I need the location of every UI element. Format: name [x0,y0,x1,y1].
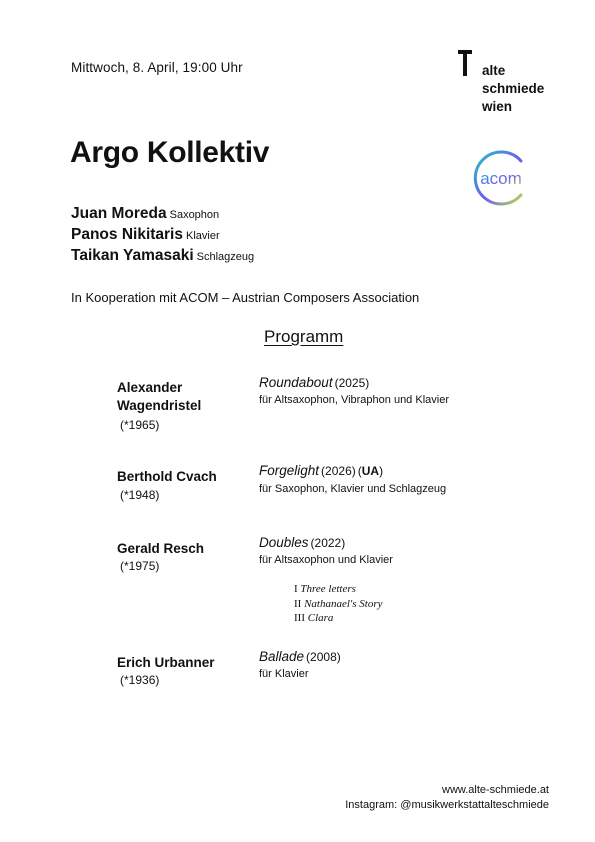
work-year: (2025) [334,376,370,390]
alte-schmiede-logo [458,50,568,120]
work-instrumentation: für Saxophon, Klavier und Schlagzeug [259,483,447,495]
work-instrumentation: für Klavier [259,668,309,680]
work-title: Roundabout [259,375,333,390]
work-title-line [259,535,345,550]
performer-instrument: Klavier [186,230,220,242]
work-title: Ballade [259,649,305,664]
work-title: Doubles [259,535,309,550]
work-year: (2008) [306,650,341,664]
movement [294,597,383,612]
cooperation-note: In Kooperation mit ACOM – Austrian Composers Association [71,290,420,305]
composer-name: Erich Urbanner [117,655,215,670]
movement-title: Nathanael's Story [304,598,383,610]
program-heading: Programm [264,327,344,346]
composer-born: (*1975) [120,559,160,573]
work-year: (2026) [321,464,356,478]
work-year: (2022) [310,536,346,550]
movement-number: III [294,612,305,624]
performer-instrument: Schlagzeug [196,251,255,263]
footer-website[interactable]: www.alte-schmiede.at [442,784,549,796]
work-title: Forgelight [259,463,320,478]
movement [294,582,356,597]
composer-name: Gerald Resch [117,541,205,556]
logo-line-3: wien [482,99,513,114]
world-premiere-badge: UA [361,464,380,478]
composer-born: (*1965) [120,418,160,432]
work-title-line: Forgelight (2026) (UA) [259,463,384,478]
composer-name: Alexander Wagendristel [117,380,202,413]
acom-logo-text: acom [480,169,522,188]
composer-name: Berthold Cvach [117,469,217,484]
movement-number: I [294,583,298,595]
performer-name: Taikan Yamasaki [71,247,194,264]
work-title-line [259,375,369,390]
work-instrumentation: für Altsaxophon und Klavier [259,554,393,566]
performer-instrument: Saxophon [169,209,220,221]
logo-line-1: alte [482,63,506,78]
performer-name: Juan Moreda [71,205,167,222]
performer [71,247,254,265]
movement-title: Clara [307,612,334,624]
logo-t-stem [463,50,467,76]
logo-line-2: schmiede [482,81,545,96]
work-instrumentation: für Altsaxophon, Vibraphon und Klavier [259,394,449,406]
composer-born: (*1948) [120,488,160,502]
event-date: Mittwoch, 8. April, 19:00 Uhr [71,60,243,75]
performer [71,226,220,244]
page-title: Argo Kollektiv [70,136,270,169]
movement-title: Three letters [300,583,356,595]
performer [71,205,219,223]
composer-born: (*1936) [120,673,160,687]
work-title-line [259,649,341,664]
movement [294,611,333,626]
performer-name: Panos Nikitaris [71,226,183,243]
footer-instagram[interactable]: Instagram: @musikwerkstattalteschmiede [345,799,549,811]
acom-logo [471,149,529,207]
movement-number: II [294,598,302,610]
